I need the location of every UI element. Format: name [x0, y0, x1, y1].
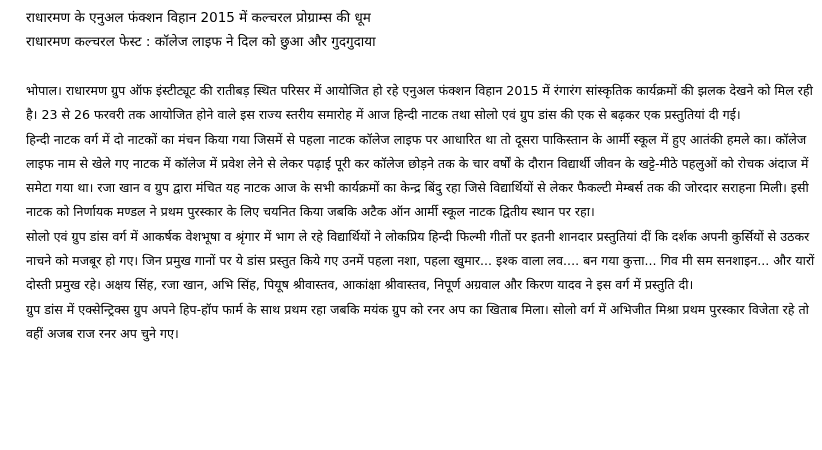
article-subheadline: राधारमण कल्चरल फेस्ट : कॉलेज लाइफ ने दिल को छुआ और गुदगुदाया: [26, 34, 376, 50]
article-paragraph-2: हिन्दी नाटक वर्ग में दो नाटकों का मंचन किया गया जिसमें से पहला नाटक कॉलेज लाइफ पर आधारित था तो दूसरा पाकिस्तान के आर्मी स्कूल में हुए आतंकी हमले का। कॉलेज लाइफ नाम से खेले गए नाटक में कॉलेज में प्रवेश लेने से लेकर पढ़ाई पूरी कर कॉलेज छोड़ने तक के चार वर्षों के दौरान विद्यार्थी जीवन के खट्टे-मीठे पहलुओं को रोचक अंदाज में समेटा गया था। रजा खान व ग्रुप द्वारा मंचित यह नाटक आज के सभी कार्यक्रमों का केन्द्र बिंदु रहा जिसे विद्यार्थियों से लेकर फैकल्टी मेम्बर्स तक की जोरदार सराहना मिली। इसी नाटक को निर्णायक मण्डल ने प्रथम पुरस्कार के लिए चयनित किया जबकि अटैक ऑन आर्मी स्कूल नाटक द्वितीय स्थान पर रहा।: [26, 131, 809, 220]
article-paragraph-1: भोपाल। राधारमण ग्रुप ऑफ इंस्टीट्यूट की रातीबड़ स्थित परिसर में आयोजित हो रहे एनुअल फंक्शन विहान 2015 में रंगारंग सांस्कृतिक कार्यक्रमों की झलक देखने को मिल रही है। 23 से 26 फरवरी तक आयोजित होने वाले इस राज्य स्तरीय समारोह में आज हिन्दी नाटक तथा सोलो एवं ग्रुप डांस की एक से बढ़कर एक प्रस्तुतियां दी गई।: [26, 83, 813, 123]
article: [26, 6, 816, 346]
spacer: [26, 54, 816, 79]
article-paragraph-4: ग्रुप डांस में एक्सेन्ट्रिक्स ग्रुप अपने हिप-हॉप फार्म के साथ प्रथम रहा जबकि मयंक ग्रुप को रनर अप का खिताब मिला। सोलो वर्ग में अभिजीत मिश्रा प्रथम पुरस्कार विजेता रहे तो वहीं अजब राज रनर अप चुने गए।: [26, 301, 809, 341]
article-paragraph-3: सोलो एवं ग्रुप डांस वर्ग में आकर्षक वेशभूषा व श्रृंगार में भाग ले रहे विद्यार्थियों ने लोकप्रिय हिन्दी फिल्मी गीतों पर इतनी शानदार प्रस्तुतियां दीं कि दर्शक अपनी कुर्सियों से उठकर नाचने को मजबूर हो गए। जिन प्रमुख गानों पर ये डांस प्रस्तुत किये गए उनमें पहला नशा, पहला खुमार... इश्क वाला लव.... बन गया कुत्ता... गिव मी सम सनशाइन... और यारों दोस्ती प्रमुख रहे। अक्षय सिंह, रजा खान, अभि सिंह, पियूष श्रीवास्तव, आकांक्षा श्रीवास्तव, निपूर्ण अग्रवाल और किरण यादव ने इस वर्ग में प्रस्तुति दी।: [26, 228, 815, 293]
article-headline: राधारमण के एनुअल फंक्शन विहान 2015 में कल्चरल प्रोग्राम्स की धूम: [26, 10, 371, 26]
